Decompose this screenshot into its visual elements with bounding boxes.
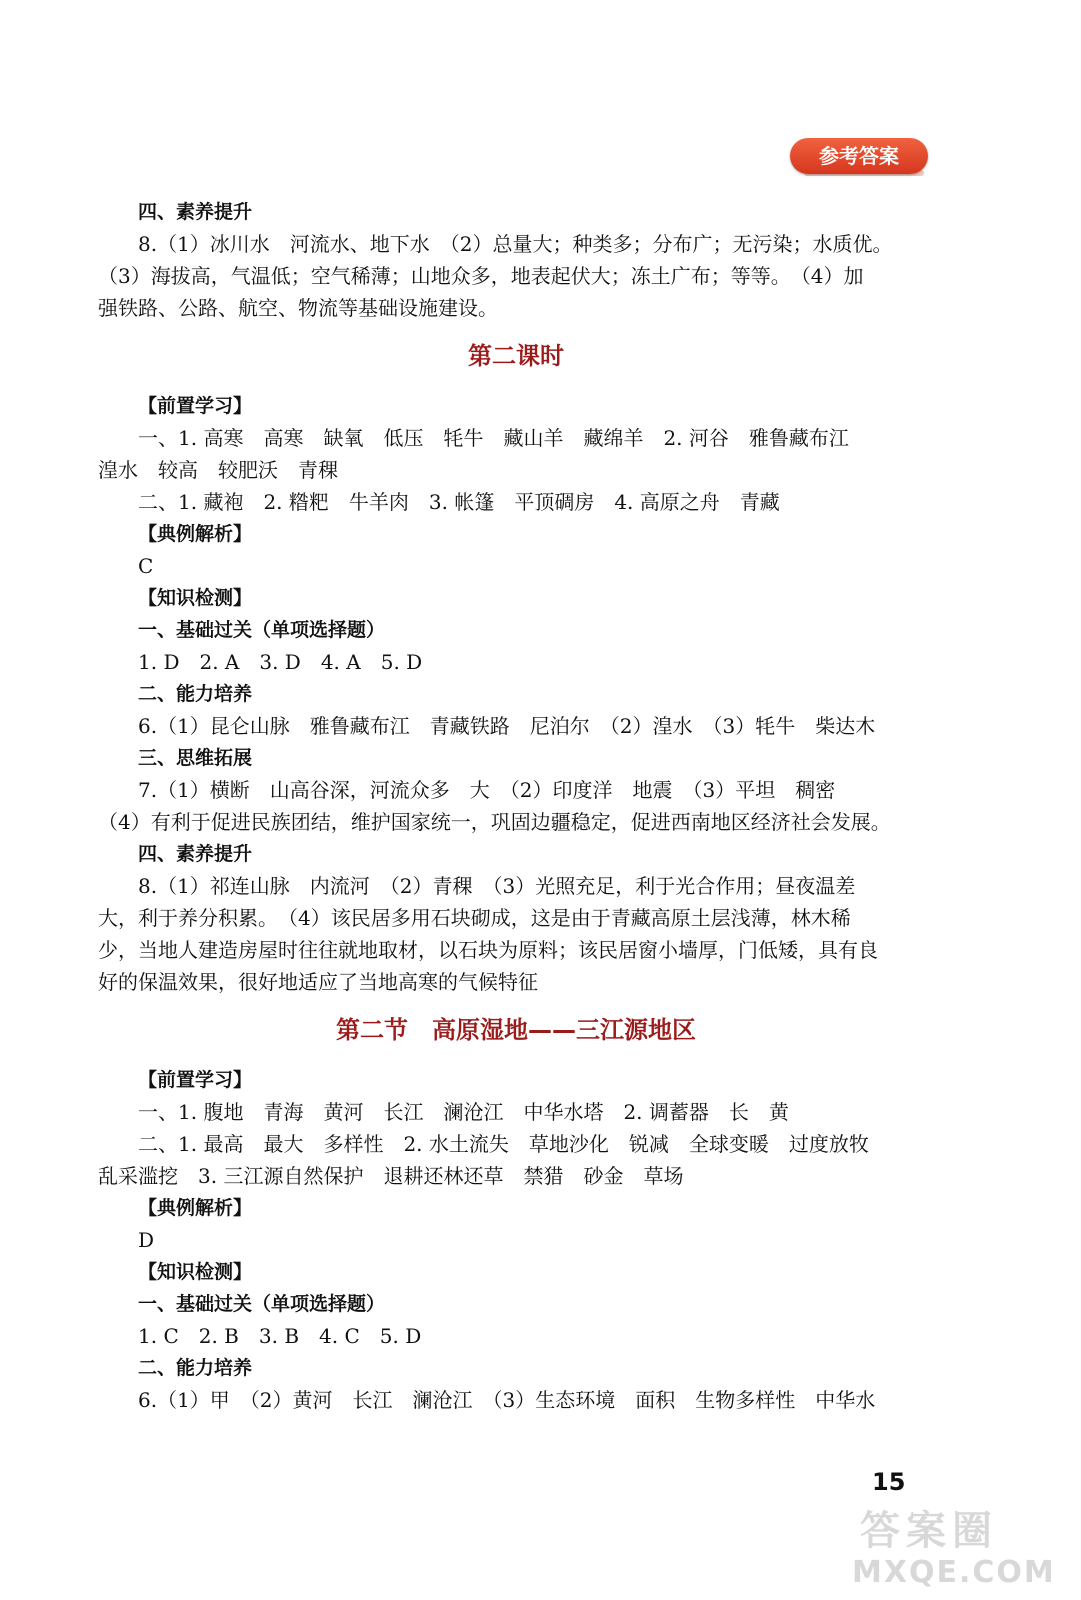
subheading: 一、基础过关（单项选择题）	[138, 619, 386, 641]
bracket-heading: 【典例解析】	[138, 1197, 253, 1219]
answer-line: 大，利于养分积累。 （4）该民居多用石块砌成，这是由于青藏高原土层浅薄，林木稀	[98, 906, 851, 930]
answer-line: 湟水 较高 较肥沃 青稞	[98, 458, 338, 482]
answer-line: 强铁路、公路、航空、物流等基础设施建设。	[98, 296, 498, 320]
answer-line: 6.（1）甲 （2）黄河 长江 澜沧江 （3）生态环境 面积 生物多样性 中华水	[138, 1388, 876, 1412]
bracket-heading: 【典例解析】	[138, 523, 253, 545]
page-content	[98, 196, 934, 1416]
bracket-heading: 【知识检测】	[138, 1261, 253, 1283]
answer-line: 乱采滥挖 3. 三江源自然保护 退耕还林还草 禁猎 砂金 草场	[98, 1164, 684, 1188]
answer-line: 二、1. 藏袍 2. 糌粑 牛羊肉 3. 帐篷 平顶碉房 4. 高原之舟 青藏	[138, 490, 780, 514]
subheading: 二、能力培养	[138, 1357, 253, 1379]
answer-line: 8.（1）祁连山脉 内流河 （2）青稞 （3）光照充足，利于光合作用；昼夜温差	[138, 874, 856, 898]
bracket-heading: 【前置学习】	[138, 1069, 253, 1091]
bracket-heading: 【知识检测】	[138, 587, 253, 609]
answer-key-badge: 参考答案	[790, 138, 928, 174]
answer-line: 8.（1）冰川水 河流水、地下水 （2）总量大；种类多；分布广；无污染；水质优。	[138, 232, 893, 256]
answer-line: 少，当地人建造房屋时往往就地取材，以石块为原料；该民居窗小墙厚，门低矮，具有良	[98, 938, 878, 962]
answer-line: （4）有利于促进民族团结，维护国家统一，巩固边疆稳定，促进西南地区经济社会发展。	[98, 810, 891, 834]
section-title: 第二节 高原湿地——三江源地区	[336, 1016, 696, 1044]
answer-line: C	[138, 554, 154, 578]
answer-line: 一、1. 高寒 高寒 缺氧 低压 牦牛 藏山羊 藏绵羊 2. 河谷 雅鲁藏布江	[138, 426, 849, 450]
answer-line: 好的保温效果，很好地适应了当地高寒的气候特征	[98, 970, 538, 994]
page-number: 15	[872, 1468, 906, 1496]
answer-line: 7.（1）横断 山高谷深，河流众多 大 （2）印度洋 地震 （3）平坦 稠密	[138, 778, 836, 802]
watermark-text: 答案圈	[860, 1508, 998, 1554]
subheading: 三、思维拓展	[138, 747, 253, 769]
watermark-logo	[852, 1508, 1062, 1594]
bracket-heading: 【前置学习】	[138, 395, 253, 417]
section-title: 第二课时	[468, 342, 564, 370]
subheading: 二、能力培养	[138, 683, 253, 705]
subheading: 四、素养提升	[138, 201, 253, 223]
answer-line: （3）海拔高，气温低；空气稀薄；山地众多，地表起伏大；冻土广布；等等。 （4）加	[98, 264, 864, 288]
answer-line: 6.（1）昆仑山脉 雅鲁藏布江 青藏铁路 尼泊尔 （2）湟水 （3）牦牛 柴达木	[138, 714, 876, 738]
subheading: 四、素养提升	[138, 843, 253, 865]
answer-line: 1. C 2. B 3. B 4. C 5. D	[138, 1324, 422, 1348]
watermark-url: MXQE.COM	[852, 1555, 1056, 1590]
answer-line: 1. D 2. A 3. D 4. A 5. D	[138, 650, 423, 674]
answer-line: 二、1. 最高 最大 多样性 2. 水土流失 草地沙化 锐减 全球变暖 过度放牧	[138, 1132, 869, 1156]
answer-line: D	[138, 1228, 155, 1252]
subheading: 一、基础过关（单项选择题）	[138, 1293, 386, 1315]
answer-line: 一、1. 腹地 青海 黄河 长江 澜沧江 中华水塔 2. 调蓄器 长 黄	[138, 1100, 789, 1124]
